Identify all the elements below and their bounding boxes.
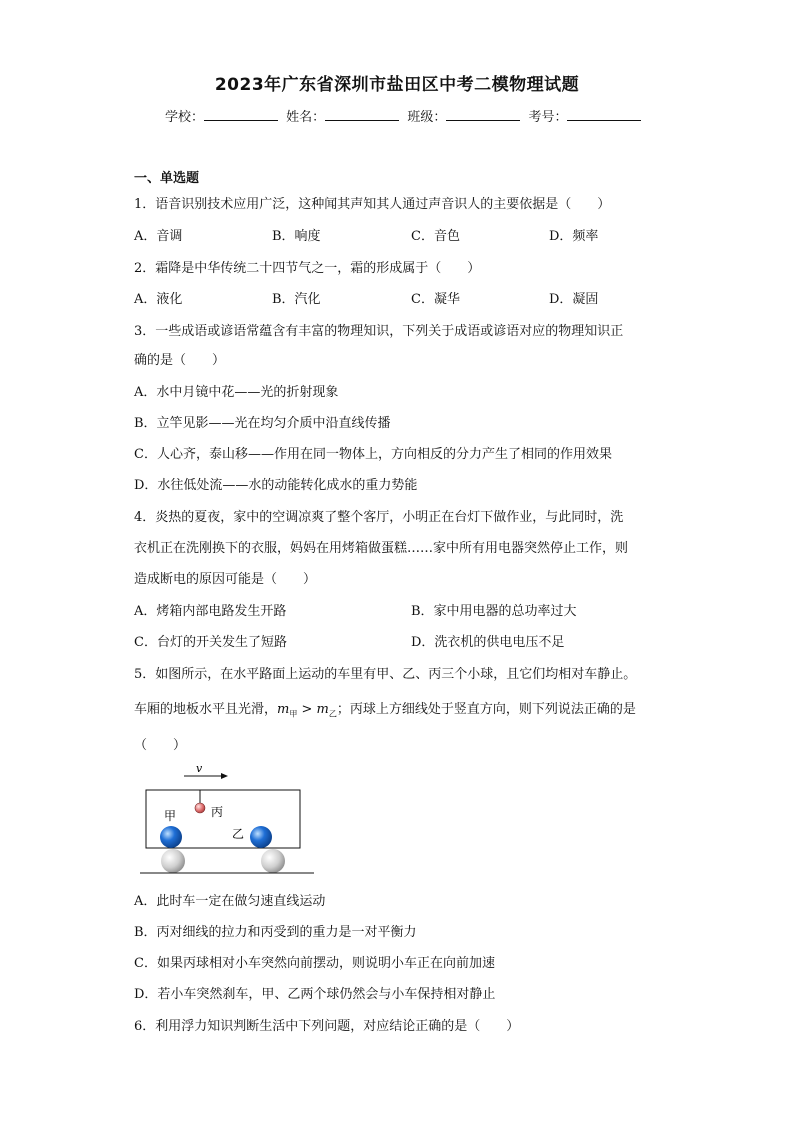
mass-symbol-yi: m	[316, 702, 329, 717]
q3-option-a: A．水中月镜中花——光的折射现象	[134, 385, 339, 400]
q5-stem-line3: （ ）	[134, 738, 187, 753]
q3-option-d: D．水往低处流——水的动能转化成水的重力势能	[134, 478, 418, 493]
q4-stem-line3: 造成断电的原因可能是（ ）	[134, 572, 317, 587]
q5-option-d: D．若小车突然刹车，甲、乙两个球仍然会与小车保持相对静止	[134, 987, 496, 1002]
q2-stem: 2．霜降是中华传统二十四节气之一，霜的形成属于（ ）	[134, 261, 481, 276]
q5-stem-line1: 5．如图所示，在水平路面上运动的车里有甲、乙、丙三个小球，且它们均相对车静止。	[134, 667, 637, 682]
q2-option-c: C．凝华	[411, 292, 460, 307]
q3-stem-line2: 确的是（ ）	[134, 353, 226, 368]
mass-symbol-jia: m	[277, 702, 290, 717]
wheel-left	[161, 849, 185, 873]
section-title: 一、单选题	[134, 171, 200, 186]
name-label: 姓名：	[286, 110, 326, 125]
q1-option-c: C．音色	[411, 229, 460, 244]
q1-stem: 1．语音识别技术应用广泛，这种闻其声知其人通过声音识人的主要依据是（ ）	[134, 197, 611, 212]
number-label: 考号：	[528, 110, 568, 125]
number-blank	[567, 108, 641, 121]
label-jia: 甲	[164, 809, 177, 823]
q5-option-a: A．此时车一定在做匀速直线运动	[134, 894, 326, 909]
wheel-right	[261, 849, 285, 873]
ball-jia	[160, 826, 182, 848]
q4-option-c: C．台灯的开关发生了短路	[134, 635, 287, 650]
ball-yi	[250, 826, 272, 848]
q3-option-c: C．人心齐，泰山移——作用在同一物体上，方向相反的分力产生了相同的作用效果	[134, 447, 612, 462]
q2-option-d: D．凝固	[549, 292, 599, 307]
class-label: 班级：	[407, 110, 447, 125]
q5-option-c: C．如果丙球相对小车突然向前摆动，则说明小车正在向前加速	[134, 956, 495, 971]
q2-option-a: A．液化	[134, 292, 183, 307]
q5-option-b: B．丙对细线的拉力和丙受到的重力是一对平衡力	[134, 925, 417, 940]
q5-stem-line2-part1: 车厢的地板水平且光滑，	[134, 702, 278, 717]
school-label: 学校：	[165, 110, 205, 125]
page-title: 2023年广东省深圳市盐田区中考二模物理试题	[214, 75, 580, 95]
q5-stem-line2-part2: ；丙球上方细线处于竖直方向，则下列说法正确的是	[336, 702, 636, 717]
q5-stem-line2	[134, 698, 636, 720]
q4-option-b: B．家中用电器的总功率过大	[411, 604, 577, 619]
mass-sub-yi: 乙	[328, 709, 337, 719]
q1-option-d: D．频率	[549, 229, 599, 244]
q1-option-b: B．响度	[272, 229, 321, 244]
label-bing: 丙	[211, 805, 224, 819]
q4-stem-line2: 衣机正在洗刚换下的衣服，妈妈在用烤箱做蛋糕……家中所有用电器突然停止工作，则	[134, 541, 629, 556]
class-blank	[446, 108, 520, 121]
q1-option-a: A．音调	[134, 229, 183, 244]
mass-sub-jia: 甲	[289, 709, 298, 719]
school-blank	[204, 108, 278, 121]
q3-option-b: B．立竿见影——光在均匀介质中沿直线传播	[134, 416, 391, 431]
q4-option-d: D．洗衣机的供电电压不足	[411, 635, 565, 650]
ball-bing	[195, 803, 205, 813]
q3-stem-line1: 3．一些成语或谚语常蕴含有丰富的物理知识，下列关于成语或谚语对应的物理知识正	[134, 324, 624, 339]
name-blank	[325, 108, 399, 121]
velocity-label: v	[196, 762, 203, 775]
velocity-arrow-head	[221, 773, 228, 779]
q4-option-a: A．烤箱内部电路发生开路	[134, 604, 287, 619]
cart-diagram	[138, 760, 318, 882]
q6-stem: 6．利用浮力知识判断生活中下列问题，对应结论正确的是（ ）	[134, 1019, 520, 1034]
label-yi: 乙	[232, 827, 245, 841]
q4-stem-line1: 4．炎热的夏夜，家中的空调凉爽了整个客厅，小明正在台灯下做作业，与此同时，洗	[134, 510, 624, 525]
q2-option-b: B．汽化	[272, 292, 321, 307]
student-info-row	[165, 106, 645, 125]
greater-than: >	[297, 702, 317, 717]
